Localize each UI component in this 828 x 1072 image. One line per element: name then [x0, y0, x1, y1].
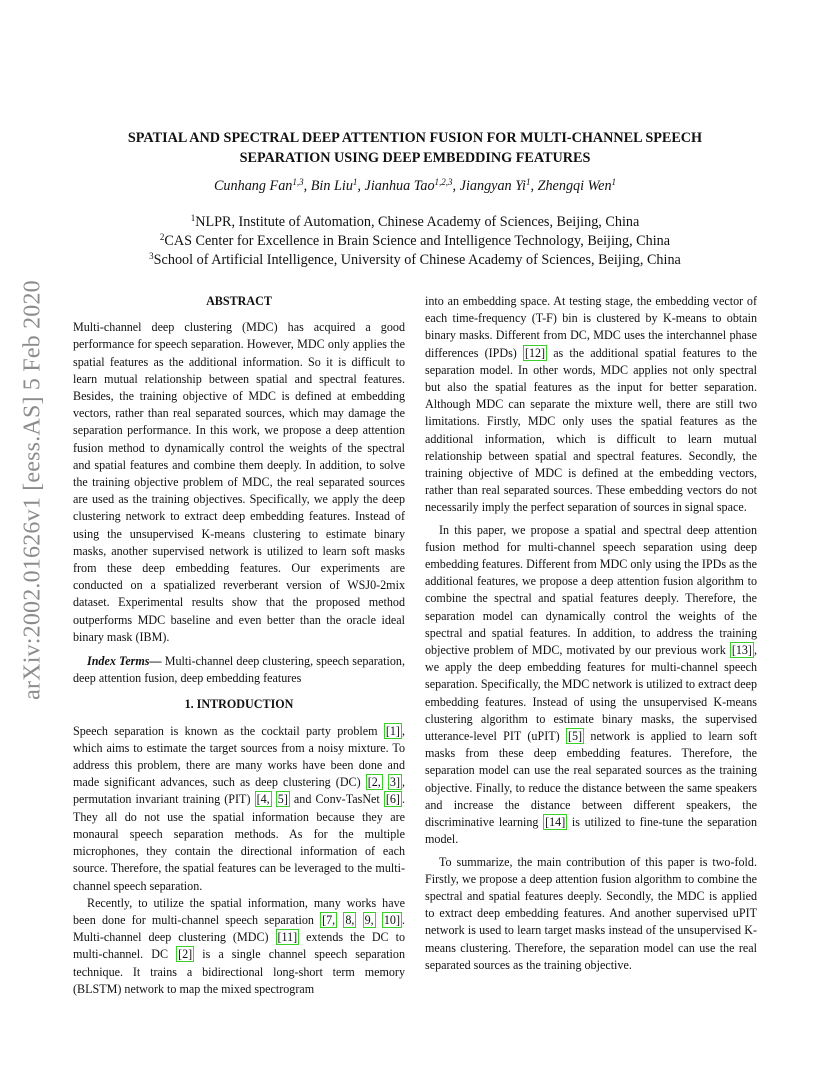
citation-link[interactable]: [12] [524, 345, 546, 360]
intro-paragraph-1: Speech separation is known as the cocktail party problem [1] , which aims to estimate the target sources from a noisy mixture. To address this problem, there are many works have been done and made significant advances, such as deep clustering (DC) [2, 3] , permutation invariant training (PIT) [4, 5] and Conv-TasNet [6] . They all do not use the spatial information because they are monaural speech separation methods. As for the multiple microphones, they contain the directional information of each source. Therefore, the spatial features can be leveraged to the multi-channel speech separation. [73, 723, 406, 893]
citation-link[interactable]: [13] [731, 643, 752, 658]
title-line-1: SPATIAL AND SPECTRAL DEEP ATTENTION FUSION FOR MULTI-CHANNEL SPEECH [127, 130, 703, 146]
author-list: Cunhang Fan$^{1,3}$, Bin Liu$^1$, Jianhua Tao$^{1,2,3}$, Jiangyan Yi$^1$, Zhengqi Wen$^1$ [213, 177, 617, 194]
citation-link[interactable]: 3] [389, 775, 400, 790]
author-affiliation-mark: 1,2,3 [434, 177, 453, 187]
paper-title [72, 128, 758, 168]
author-name: Jiangyan Yi [459, 178, 526, 194]
citation-link[interactable]: [5] [567, 729, 583, 744]
left-column [73, 293, 405, 998]
intro-paragraph-2: Recently, to utilize the spatial information, many works have been done for multi-channel speech separation [7, 8, 9, 10] . Multi-channel deep clustering (MDC) [11] extends the DC to multi-channel. DC [2] is a single channel speech separation technique. It trains a bidirectional long-short term memory (BLSTM) network to map the mixed spectrogram [73, 895, 406, 996]
abstract-heading: ABSTRACT [206, 294, 272, 308]
author-name: Bin Liu [310, 178, 353, 194]
citation-link[interactable]: 10] [383, 912, 400, 927]
abstract-text: Multi-channel deep clustering (MDC) has acquired a good performance for speech separation. However, MDC only applies the spatial features as the additional information. So it is difficult to learn mutual relationship between spatial and spectral features. Besides, the training objective of MDC is defined at embedding vectors, rather than real separated sources, which may damage the separation performance. In this work, we propose a deep attention fusion method to dynamically control the weights of the spectral and spatial features and combine them deeply. In addition, to solve the training objective problem of MDC, the real separated sources are used as the training objectives. Specifically, we apply the deep clustering network to extract deep embedding features. Instead of using the unsupervised K-means clustering to estimate binary masks, another supervised network is utilized to learn soft masks from these deep embedding features. Our experiments are conducted on a spatialized reverberant version of WSJ0-2mix dataset. Experimental results show that the proposed method outperforms MDC baseline and even better than the oracle ideal binary mask (IBM). [73, 320, 405, 644]
author-affiliation-mark: 1 [611, 177, 617, 187]
index-terms [73, 653, 405, 687]
author-name: Zhengqi Wen [537, 178, 612, 194]
affiliation-3: $^3$School of Artificial Intelligence, University of Chinese Academy of Sciences, Beijing, China [149, 251, 681, 268]
intro-paragraph-4: In this paper, we propose a spatial and spectral deep attention fusion method for multi-channel speech separation using deep embedding features. Different from MDC only using the IPDs as the additional features, we propose a deep attention fusion algorithm to combine the spectral and spatial features deeply. Therefore, the separation model can dynamically control the weights of the spectral and spatial features. In addition, to address the training objective problem of MDC, motivated by our previous work [13] , we apply the deep embedding features for multi-channel speech separation. Specifically, the MDC network is utilized to extract deep embedding features. Instead of using the unsupervised K-means clustering algorithm to estimate binary masks, the supervised utterance-level PIT (uPIT) [5] network is applied to learn soft masks from these deep embedding features. Therefore, the separation model can use the real separated sources as the training objective. Finally, to reduce the distance between the same speakers and increase the distance between different speakers, the discriminative learning [14] is utilized to fine-tune the separation model. [425, 522, 757, 847]
right-column [425, 293, 757, 974]
intro-paragraph-5: To summarize, the main contribution of this paper is two-fold. Firstly, we propose a deep attention fusion algorithm to combine the spectral and spatial features deeply. Secondly, the MDC is applied to extract deep embedding features. And another supervised uPIT network is used to learn target masks instead of the unsupervised K-means clustering. Therefore, the separation model can use the real separated sources as the training objective. [425, 854, 757, 972]
citation-link[interactable]: [2, [367, 775, 381, 790]
arxiv-identifier: arXiv:2002.01626v1 [eess.AS] 5 Feb 2020 [19, 280, 46, 700]
title-line-2: SEPARATION USING DEEP EMBEDDING FEATURES [239, 150, 591, 166]
citation-link[interactable]: [14] [545, 815, 566, 830]
citation-link[interactable]: [11] [277, 930, 298, 945]
intro-paragraph-3: into an embedding space. At testing stage, the embedding vector of each time-frequency (T-F) bin is clustered by K-means to obtain binary masks. Different from DC, MDC uses the interchannel phase differences (IPDs) [12] as the additional spatial features to the separation model. In other words, MDC applies not only spectral but also the spatial features as the input for better separation. Although MDC can separate the mixture well, there are still two limitations. Firstly, MDC only uses the spatial features as the additional information, which is difficult to learn mutual relationship between spatial and spectral features. Secondly, the training objective of MDC is defined at the embedding vectors, rather than real separated sources. These embedding vectors do not necessarily imply the perfect separation of sources in signal space. [425, 294, 757, 515]
citation-link[interactable]: [4, [256, 792, 270, 807]
citation-link[interactable]: [7, [322, 912, 336, 927]
citation-link[interactable]: 5] [277, 792, 288, 807]
citation-link[interactable]: 9, [364, 912, 374, 927]
arxiv-sidebar [16, 280, 50, 700]
citation-link[interactable]: [1] [385, 723, 400, 738]
index-terms-text: Multi-channel deep clustering, speech separation, deep attention fusion, deep embedding features [73, 654, 406, 686]
author-affiliation-mark: 1,3 [292, 177, 304, 187]
citation-link[interactable]: 8, [345, 912, 355, 927]
citation-link[interactable]: [2] [178, 947, 193, 962]
citation-link[interactable]: [6] [385, 792, 400, 807]
affiliation-2: $^2$CAS Center for Excellence in Brain Science and Intelligence Technology, Beijing, China [159, 232, 671, 249]
author-name: Cunhang Fan [213, 178, 293, 194]
index-terms-label: Index Terms— [87, 654, 162, 669]
author-affiliation-mark: 1 [352, 177, 358, 187]
author-affiliation-mark: 1 [525, 177, 531, 187]
affiliation-1: $^1$NLPR, Institute of Automation, Chinese Academy of Sciences, Beijing, China [190, 213, 640, 230]
introduction-heading: 1. INTRODUCTION [184, 697, 294, 712]
author-name: Jianhua Tao [364, 178, 435, 194]
